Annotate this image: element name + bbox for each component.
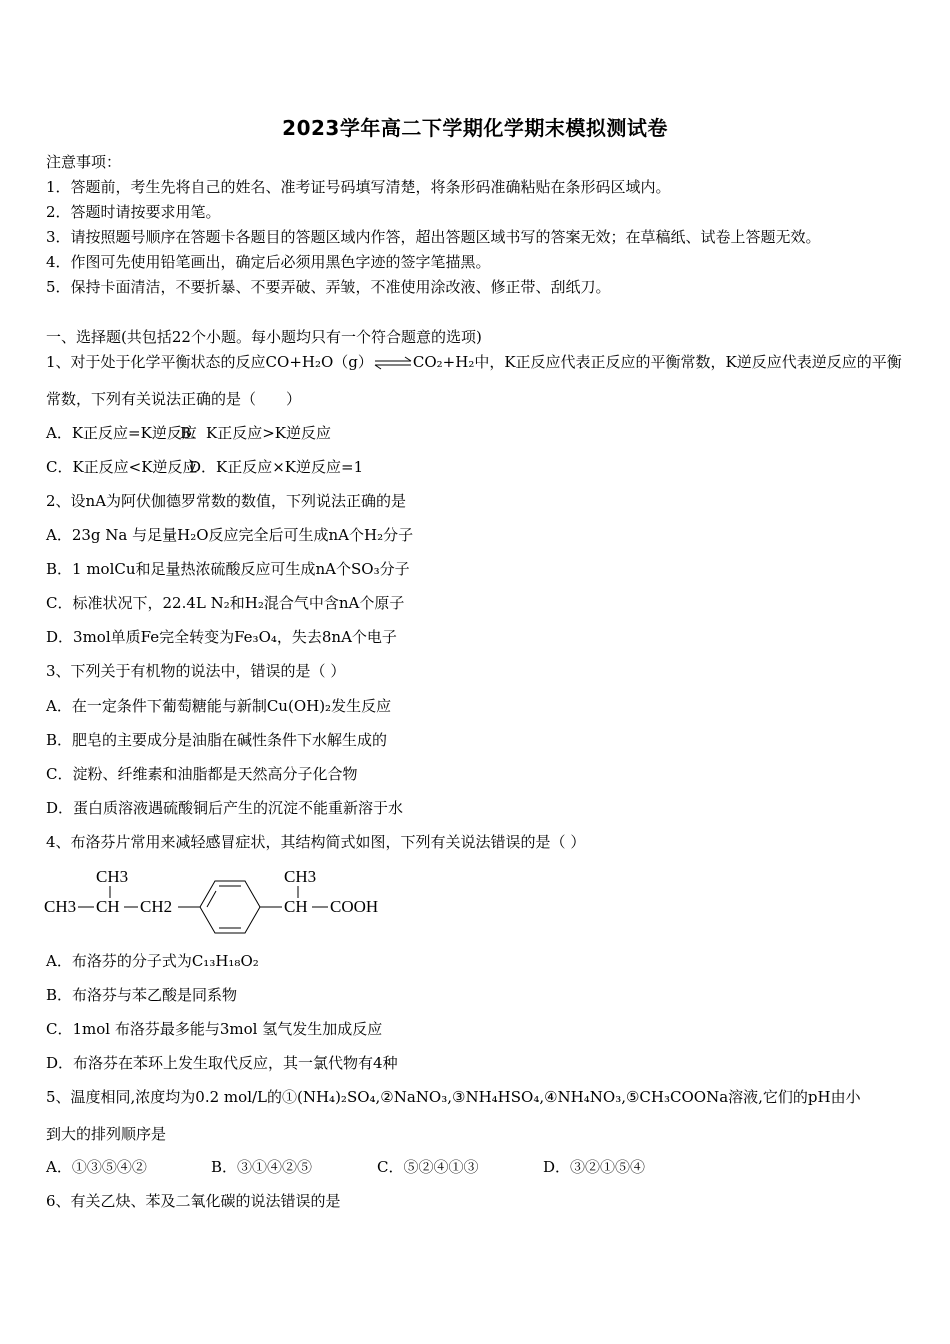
q4-stem: 4、布洛芬片常用来减轻感冒症状，其结构简式如图，下列有关说法错误的是（ ）: [46, 833, 586, 851]
benzene-ring: [200, 881, 260, 933]
notice-heading: 注意事项：: [46, 153, 122, 171]
struct-ch2: CH2: [140, 897, 173, 916]
q5-stem-line1: 5、温度相同,浓度均为0.2 mol/L的①(NH₄)₂SO₄,②NaNO₃,③NH₄HSO₄,④NH₄NO₃,⑤CH₃COONa溶液,它们的pH由小: [46, 1088, 861, 1106]
struct-ch3-top-right: CH3: [284, 867, 317, 886]
q3-option-d: D．蛋白质溶液遇硫酸铜后产生的沉淀不能重新溶于水: [46, 799, 404, 817]
equilibrium-arrow-icon: [373, 356, 413, 370]
struct-ch3-left: CH3: [44, 897, 77, 916]
q1-options-row2: [46, 457, 363, 477]
q1-option-b: B．K正反应>K逆反应: [180, 424, 332, 442]
q4-option-c: C．1mol 布洛芬最多能与3mol 氢气发生加成反应: [46, 1020, 383, 1038]
struct-cooh: COOH: [330, 897, 379, 916]
notice-item: 4．作图可先使用铅笔画出，确定后必须用黑色字迹的签字笔描黑。: [46, 253, 491, 271]
q2-option-c: C．标准状况下，22.4L N₂和H₂混合气中含nA个原子: [46, 594, 405, 612]
q5-options-row: [46, 1157, 645, 1177]
notice-item: 5．保持卡面清洁，不要折暴、不要弄破、弄皱，不准使用涂改液、修正带、刮纸刀。: [46, 278, 611, 296]
q2-stem: 2、设nA为阿伏伽德罗常数的数值，下列说法正确的是: [46, 492, 407, 510]
q1-options-row1: [46, 423, 331, 443]
q1-stem-part-b: CO₂+H₂中，K正反应代表正反应的平衡常数，K逆反应代表逆反应的平衡: [412, 353, 902, 371]
q1-stem-line1: [46, 352, 902, 372]
q3-option-b: B．肥皂的主要成分是油脂在碱性条件下水解生成的: [46, 731, 388, 749]
q3-option-a: A．在一定条件下葡萄糖能与新制Cu(OH)₂发生反应: [46, 697, 392, 715]
q3-stem: 3、下列关于有机物的说法中，错误的是（ ）: [46, 662, 346, 680]
struct-ch-right: CH: [284, 897, 308, 916]
notice-item: 3．请按照题号顺序在答题卡各题目的答题区域内作答，超出答题区域书写的答案无效；在草稿纸、试卷上答题无效。: [46, 228, 821, 246]
notice-item: 2．答题时请按要求用笔。: [46, 203, 221, 221]
q5-option-a: A．①③⑤④②: [46, 1158, 147, 1176]
struct-ch3-top-left: CH3: [96, 867, 129, 886]
q5-stem-line2: 到大的排列顺序是: [46, 1125, 167, 1143]
section-heading: 一、选择题(共包括22个小题。每小题均只有一个符合题意的选项): [46, 328, 482, 346]
q1-stem-line2: 常数，下列有关说法正确的是（ ）: [46, 390, 302, 408]
q5-option-c: C．⑤②④①③: [377, 1158, 479, 1176]
q4-option-d: D．布洛芬在苯环上发生取代反应，其一氯代物有4种: [46, 1054, 398, 1072]
struct-ch-left: CH: [96, 897, 120, 916]
q6-stem: 6、有关乙炔、苯及二氧化碳的说法错误的是: [46, 1192, 341, 1210]
q2-option-a: A．23g Na 与足量H₂O反应完全后可生成nA个H₂分子: [46, 526, 414, 544]
q2-option-b: B．1 molCu和足量热浓硫酸反应可生成nA个SO₃分子: [46, 560, 410, 578]
q3-option-c: C．淀粉、纤维素和油脂都是天然高分子化合物: [46, 765, 358, 783]
q1-option-c: C．K正反应<K逆反应: [46, 458, 198, 476]
q1-option-a: A．K正反应=K逆反应: [46, 424, 197, 442]
q4-option-b: B．布洛芬与苯乙酸是同系物: [46, 986, 238, 1004]
q1-option-d: D．K正反应×K逆反应=1: [189, 458, 364, 476]
q2-option-d: D．3mol单质Fe完全转变为Fe₃O₄，失去8nA个电子: [46, 628, 397, 646]
notice-item: 1．答题前，考生先将自己的姓名、准考证号码填写清楚，将条形码准确粘贴在条形码区域内。: [46, 178, 671, 196]
q5-option-d: D．③②①⑤④: [543, 1158, 646, 1176]
q1-stem-part-a: 1、对于处于化学平衡状态的反应CO+H₂O（g）: [46, 353, 373, 371]
q4-option-a: A．布洛芬的分子式为C₁₃H₁₈O₂: [46, 952, 259, 970]
ibuprofen-structure-diagram: [40, 860, 400, 940]
page-title: 2023学年高二下学期化学期末模拟测试卷: [282, 116, 668, 140]
q5-option-b: B．③①④②⑤: [211, 1158, 313, 1176]
